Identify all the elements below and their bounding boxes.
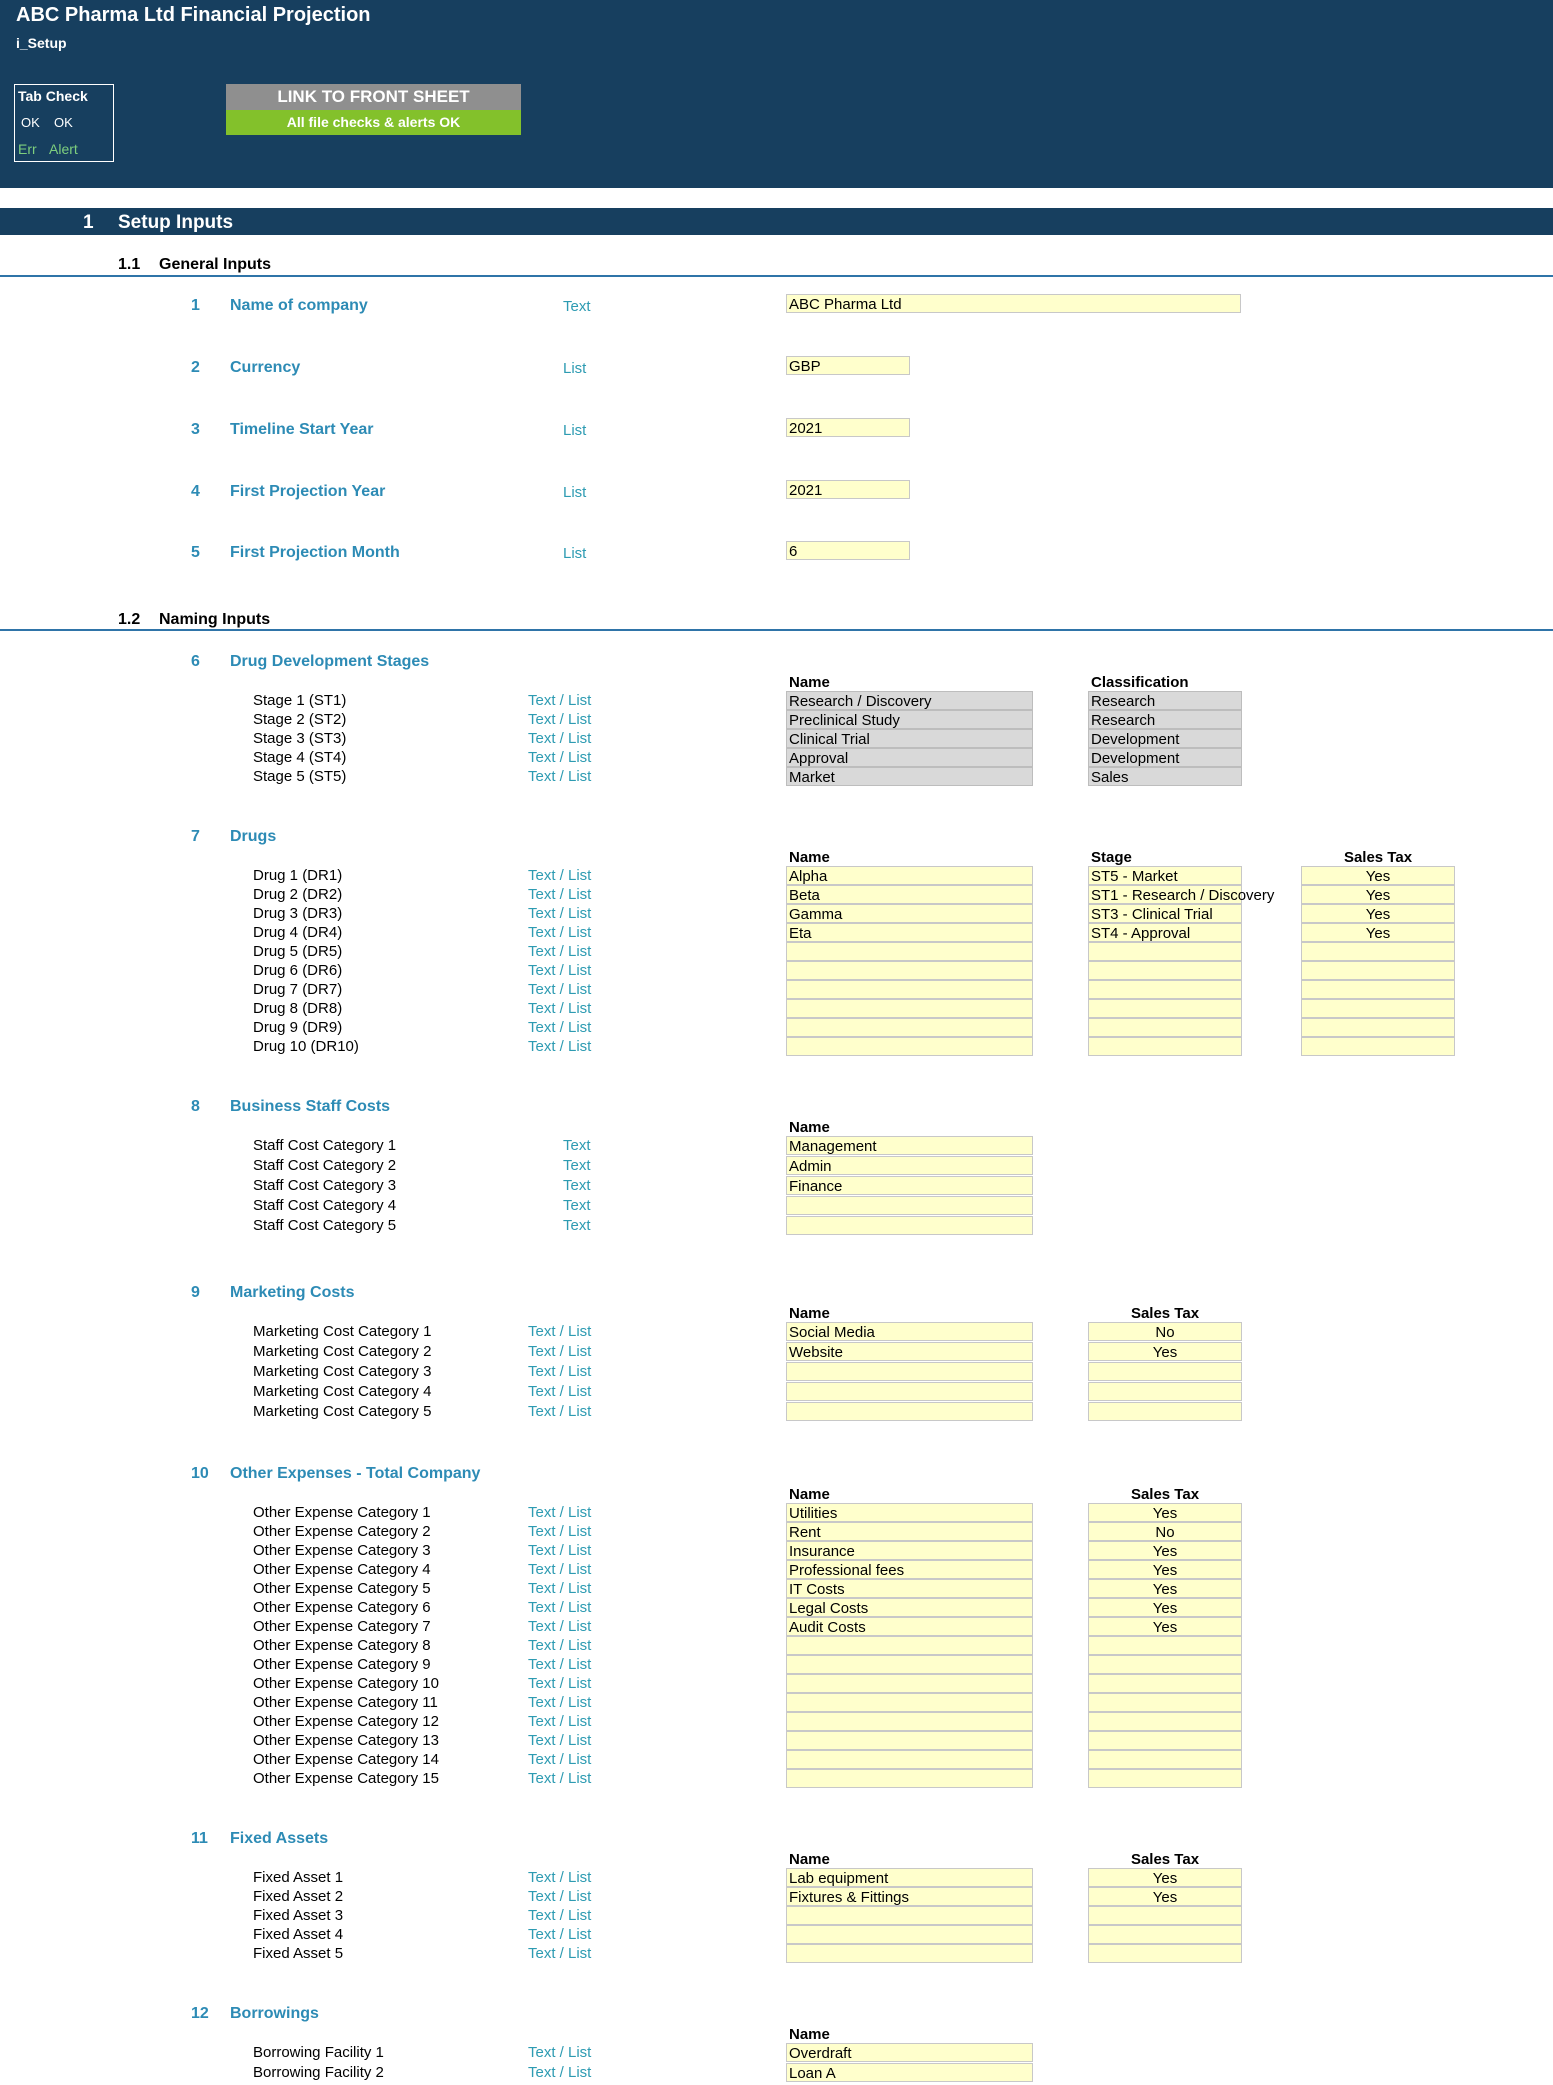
row-label: Other Expense Category 11 [253,1694,438,1711]
row-label: Fixed Asset 1 [253,1869,344,1886]
drugs-stage-cell[interactable] [1088,942,1242,961]
input-type: List [563,422,587,439]
fixed-tax-cell[interactable] [1088,1925,1242,1944]
row-type: Text / List [528,1599,592,1616]
row-label: Staff Cost Category 1 [253,1137,397,1154]
borrowings-name-cell[interactable]: Overdraft [786,2043,1033,2062]
tab-check-err: Err [18,141,37,157]
column-header: Name [789,1119,830,1136]
row-type: Text / List [528,1637,592,1654]
other-name-cell[interactable]: Utilities [786,1503,1033,1522]
link-to-front-sheet-button[interactable]: LINK TO FRONT SHEET [226,84,521,110]
column-header: Name [789,1486,830,1503]
row-label: Other Expense Category 4 [253,1561,431,1578]
row-label: Other Expense Category 10 [253,1675,439,1692]
column-header: Classification [1091,674,1189,691]
other-tax-cell[interactable]: Yes [1088,1579,1242,1598]
row-type: Text / List [528,1618,592,1635]
drugs-tax-cell[interactable] [1301,961,1455,980]
row-type: Text / List [528,1580,592,1597]
input-field[interactable]: 2021 [786,480,910,499]
fixed-tax-cell[interactable]: Yes [1088,1887,1242,1906]
row-label: Fixed Asset 3 [253,1907,344,1924]
tab-check-ok: OK [21,115,40,130]
other-tax-cell[interactable] [1088,1731,1242,1750]
section-header [0,208,1553,235]
staff-title: Business Staff Costs [230,1098,391,1115]
subsection-number: 1.1 [118,256,141,273]
row-label: Drug 3 (DR3) [253,905,343,922]
row-label: Drug 8 (DR8) [253,1000,343,1017]
row-type: Text [563,1217,591,1234]
row-type: Text / List [528,749,592,766]
fixed-tax-cell[interactable] [1088,1906,1242,1925]
other-name-cell[interactable] [786,1712,1033,1731]
drugs-stage-cell[interactable]: ST5 - Market [1088,866,1242,885]
input-type: List [563,484,587,501]
drugs-stage-cell[interactable] [1088,1037,1242,1056]
stages-classification-cell[interactable]: Development [1088,748,1242,767]
row-type: Text / List [528,981,592,998]
subsection-title: Naming Inputs [159,611,271,628]
row-type: Text / List [528,730,592,747]
input-field[interactable]: 6 [786,541,910,560]
marketing-name-cell[interactable]: Website [786,1342,1033,1361]
input-number: 11 [191,1830,208,1847]
column-header: Stage [1091,849,1132,866]
marketing-name-cell[interactable]: Social Media [786,1322,1033,1341]
row-label: Marketing Cost Category 1 [253,1323,432,1340]
row-type: Text [563,1197,591,1214]
marketing-name-cell[interactable] [786,1362,1033,1381]
row-label: Drug 7 (DR7) [253,981,343,998]
other-tax-cell[interactable]: Yes [1088,1598,1242,1617]
row-type: Text / List [528,1038,592,1055]
row-type: Text / List [528,711,592,728]
row-label: Other Expense Category 9 [253,1656,431,1673]
drugs-tax-cell[interactable]: Yes [1301,904,1455,923]
row-label: Other Expense Category 3 [253,1542,431,1559]
row-label: Stage 5 (ST5) [253,768,347,785]
drugs-stage-cell[interactable] [1088,980,1242,999]
row-label: Other Expense Category 7 [253,1618,431,1635]
other-title: Other Expenses - Total Company [230,1465,481,1482]
column-header: Name [789,674,830,691]
other-tax-cell[interactable] [1088,1674,1242,1693]
marketing-name-cell[interactable] [786,1382,1033,1401]
input-number: 7 [191,828,200,845]
row-label: Fixed Asset 4 [253,1926,344,1943]
row-type: Text [563,1157,591,1174]
marketing-title: Marketing Costs [230,1284,355,1301]
other-name-cell[interactable] [786,1693,1033,1712]
drugs-stage-cell[interactable] [1088,961,1242,980]
other-tax-cell[interactable] [1088,1769,1242,1788]
row-type: Text / List [528,1561,592,1578]
row-type: Text / List [528,1694,592,1711]
row-type: Text [563,1177,591,1194]
drugs-name-cell[interactable]: Gamma [786,904,1033,923]
marketing-tax-cell[interactable]: No [1088,1322,1242,1341]
tab-check-ok: OK [54,115,73,130]
other-tax-cell[interactable]: Yes [1088,1541,1242,1560]
input-label: Currency [230,359,301,376]
input-number: 5 [191,544,200,561]
row-type: Text / List [528,886,592,903]
marketing-tax-cell[interactable] [1088,1362,1242,1381]
other-tax-cell[interactable]: Yes [1088,1503,1242,1522]
other-name-cell[interactable] [786,1674,1033,1693]
input-number: 4 [191,483,200,500]
marketing-tax-cell[interactable] [1088,1402,1242,1421]
row-label: Drug 1 (DR1) [253,867,343,884]
row-type: Text / List [528,1323,592,1340]
row-label: Marketing Cost Category 5 [253,1403,432,1420]
other-tax-cell[interactable] [1088,1636,1242,1655]
column-header: Sales Tax [1130,1851,1200,1868]
input-number: 2 [191,359,200,376]
row-label: Stage 3 (ST3) [253,730,347,747]
row-label: Other Expense Category 14 [253,1751,439,1768]
row-type: Text / List [528,943,592,960]
drugs-name-cell[interactable]: Eta [786,923,1033,942]
row-type: Text / List [528,1732,592,1749]
tab-check-alert: Alert [49,141,78,157]
other-name-cell[interactable]: Legal Costs [786,1598,1033,1617]
borrowings-title: Borrowings [230,2005,319,2022]
stages-name-cell[interactable]: Clinical Trial [786,729,1033,748]
other-tax-cell[interactable]: No [1088,1522,1242,1541]
drugs-tax-cell[interactable] [1301,942,1455,961]
staff-name-cell[interactable]: Management [786,1136,1033,1155]
row-type: Text / List [528,1926,592,1943]
row-type: Text / List [528,867,592,884]
drugs-tax-cell[interactable] [1301,999,1455,1018]
drugs-tax-cell[interactable]: Yes [1301,866,1455,885]
other-name-cell[interactable]: Rent [786,1522,1033,1541]
fixed-name-cell[interactable] [786,1925,1033,1944]
drugs-name-cell[interactable] [786,980,1033,999]
fixed-name-cell[interactable]: Fixtures & Fittings [786,1887,1033,1906]
row-label: Other Expense Category 15 [253,1770,439,1787]
stages-name-cell[interactable]: Research / Discovery [786,691,1033,710]
fixed-tax-cell[interactable]: Yes [1088,1868,1242,1887]
row-type: Text [563,1137,591,1154]
row-type: Text / List [528,1523,592,1540]
row-label: Borrowing Facility 2 [253,2064,384,2081]
row-type: Text / List [528,924,592,941]
drugs-name-cell[interactable] [786,961,1033,980]
column-header: Name [789,1851,830,1868]
row-label: Other Expense Category 5 [253,1580,431,1597]
row-label: Drug 5 (DR5) [253,943,343,960]
row-type: Text / List [528,1000,592,1017]
row-type: Text / List [528,962,592,979]
row-label: Marketing Cost Category 4 [253,1383,432,1400]
row-type: Text / List [528,1869,592,1886]
row-type: Text / List [528,2064,592,2081]
drugs-stage-cell[interactable]: ST4 - Approval [1088,923,1242,942]
other-tax-cell[interactable] [1088,1712,1242,1731]
row-type: Text / List [528,2044,592,2061]
drugs-name-cell[interactable] [786,999,1033,1018]
staff-name-cell[interactable]: Finance [786,1176,1033,1195]
row-type: Text / List [528,1751,592,1768]
input-number: 9 [191,1284,200,1301]
stages-title: Drug Development Stages [230,653,430,670]
row-type: Text / List [528,692,592,709]
drugs-stage-cell[interactable]: ST1 - Research / Discovery [1088,885,1242,904]
input-field[interactable]: GBP [786,356,910,375]
subsection-number: 1.2 [118,611,141,628]
drugs-name-cell[interactable]: Alpha [786,866,1033,885]
stages-classification-cell[interactable]: Development [1088,729,1242,748]
marketing-name-cell[interactable] [786,1402,1033,1421]
subsection-rule [0,275,1553,277]
input-label: First Projection Month [230,544,400,561]
column-header: Sales Tax [1130,1486,1200,1503]
row-label: Borrowing Facility 1 [253,2044,384,2061]
row-label: Other Expense Category 2 [253,1523,431,1540]
marketing-tax-cell[interactable]: Yes [1088,1342,1242,1361]
row-label: Staff Cost Category 5 [253,1217,397,1234]
input-label: Name of company [230,297,368,314]
drugs-stage-cell[interactable] [1088,1018,1242,1037]
sheet-name: i_Setup [16,35,67,51]
subsection-title: General Inputs [159,256,272,273]
row-type: Text / List [528,1713,592,1730]
row-label: Drug 6 (DR6) [253,962,343,979]
input-label: First Projection Year [230,483,386,500]
stages-classification-cell[interactable]: Research [1088,691,1242,710]
row-type: Text / List [528,1888,592,1905]
fixed-name-cell[interactable] [786,1944,1033,1963]
other-tax-cell[interactable] [1088,1750,1242,1769]
row-label: Stage 4 (ST4) [253,749,347,766]
row-label: Staff Cost Category 2 [253,1157,397,1174]
staff-name-cell[interactable] [786,1216,1033,1235]
drugs-name-cell[interactable]: Beta [786,885,1033,904]
staff-name-cell[interactable] [786,1196,1033,1215]
row-label: Other Expense Category 12 [253,1713,439,1730]
column-header: Sales Tax [1130,1305,1200,1322]
input-number: 3 [191,421,200,438]
input-number: 10 [191,1465,209,1482]
row-type: Text / List [528,1907,592,1924]
input-number: 12 [191,2005,209,2022]
row-label: Drug 2 (DR2) [253,886,343,903]
tab-check-title: Tab Check [18,88,88,104]
column-header: Name [789,1305,830,1322]
other-name-cell[interactable]: Insurance [786,1541,1033,1560]
row-label: Drug 9 (DR9) [253,1019,343,1036]
staff-name-cell[interactable]: Admin [786,1156,1033,1175]
section-title: Setup Inputs [118,212,234,233]
app-title: ABC Pharma Ltd Financial Projection [16,4,371,26]
other-name-cell[interactable] [786,1769,1033,1788]
stages-name-cell[interactable]: Approval [786,748,1033,767]
drugs-name-cell[interactable] [786,1037,1033,1056]
other-name-cell[interactable] [786,1731,1033,1750]
other-name-cell[interactable] [786,1750,1033,1769]
input-number: 6 [191,653,200,670]
input-field[interactable]: 2021 [786,418,910,437]
other-tax-cell[interactable] [1088,1693,1242,1712]
row-label: Marketing Cost Category 2 [253,1343,432,1360]
other-name-cell[interactable]: Professional fees [786,1560,1033,1579]
row-label: Staff Cost Category 4 [253,1197,397,1214]
section-number: 1 [83,212,94,233]
row-label: Other Expense Category 13 [253,1732,439,1749]
other-name-cell[interactable]: Audit Costs [786,1617,1033,1636]
row-type: Text / List [528,1383,592,1400]
drugs-tax-cell[interactable]: Yes [1301,923,1455,942]
drugs-name-cell[interactable] [786,1018,1033,1037]
input-type: List [563,360,587,377]
column-header: Name [789,2026,830,2043]
other-tax-cell[interactable]: Yes [1088,1560,1242,1579]
borrowings-name-cell[interactable]: Loan A [786,2063,1033,2082]
row-type: Text / List [528,1675,592,1692]
row-type: Text / List [528,1363,592,1380]
stages-name-cell[interactable]: Preclinical Study [786,710,1033,729]
row-type: Text / List [528,1770,592,1787]
row-label: Fixed Asset 5 [253,1945,344,1962]
row-type: Text / List [528,1403,592,1420]
other-name-cell[interactable] [786,1636,1033,1655]
drugs-tax-cell[interactable]: Yes [1301,885,1455,904]
input-type: Text [563,298,591,315]
row-type: Text / List [528,905,592,922]
fixed-name-cell[interactable] [786,1906,1033,1925]
drugs-tax-cell[interactable] [1301,1037,1455,1056]
fixed-title: Fixed Assets [230,1830,329,1847]
row-label: Stage 2 (ST2) [253,711,347,728]
drugs-stage-cell[interactable]: ST3 - Clinical Trial [1088,904,1242,923]
drugs-stage-cell[interactable] [1088,999,1242,1018]
drugs-tax-cell[interactable] [1301,1018,1455,1037]
fixed-name-cell[interactable]: Lab equipment [786,1868,1033,1887]
row-type: Text / List [528,1542,592,1559]
row-label: Drug 4 (DR4) [253,924,343,941]
column-header: Name [789,849,830,866]
drugs-title: Drugs [230,828,277,845]
stages-classification-cell[interactable]: Sales [1088,767,1242,786]
drugs-name-cell[interactable] [786,942,1033,961]
row-label: Other Expense Category 6 [253,1599,431,1616]
subsection-rule [0,629,1553,631]
column-header: Sales Tax [1343,849,1413,866]
row-label: Staff Cost Category 3 [253,1177,397,1194]
row-label: Marketing Cost Category 3 [253,1363,432,1380]
row-type: Text / List [528,768,592,785]
row-label: Fixed Asset 2 [253,1888,344,1905]
row-type: Text / List [528,1945,592,1962]
other-tax-cell[interactable] [1088,1655,1242,1674]
input-type: List [563,545,587,562]
row-type: Text / List [528,1504,592,1521]
fixed-tax-cell[interactable] [1088,1944,1242,1963]
row-type: Text / List [528,1019,592,1036]
other-name-cell[interactable] [786,1655,1033,1674]
input-field[interactable]: ABC Pharma Ltd [786,294,1241,313]
drugs-tax-cell[interactable] [1301,980,1455,999]
file-checks-status: All file checks & alerts OK [226,110,521,135]
row-type: Text / List [528,1656,592,1673]
row-label: Stage 1 (ST1) [253,692,347,709]
tab-check-box [14,84,114,162]
input-label: Timeline Start Year [230,421,374,438]
other-name-cell[interactable]: IT Costs [786,1579,1033,1598]
marketing-tax-cell[interactable] [1088,1382,1242,1401]
other-tax-cell[interactable]: Yes [1088,1617,1242,1636]
header-banner [0,0,1553,188]
row-label: Drug 10 (DR10) [253,1038,359,1055]
row-label: Other Expense Category 1 [253,1504,431,1521]
stages-name-cell[interactable]: Market [786,767,1033,786]
row-type: Text / List [528,1343,592,1360]
row-label: Other Expense Category 8 [253,1637,431,1654]
input-number: 8 [191,1098,200,1115]
stages-classification-cell[interactable]: Research [1088,710,1242,729]
input-number: 1 [191,297,200,314]
